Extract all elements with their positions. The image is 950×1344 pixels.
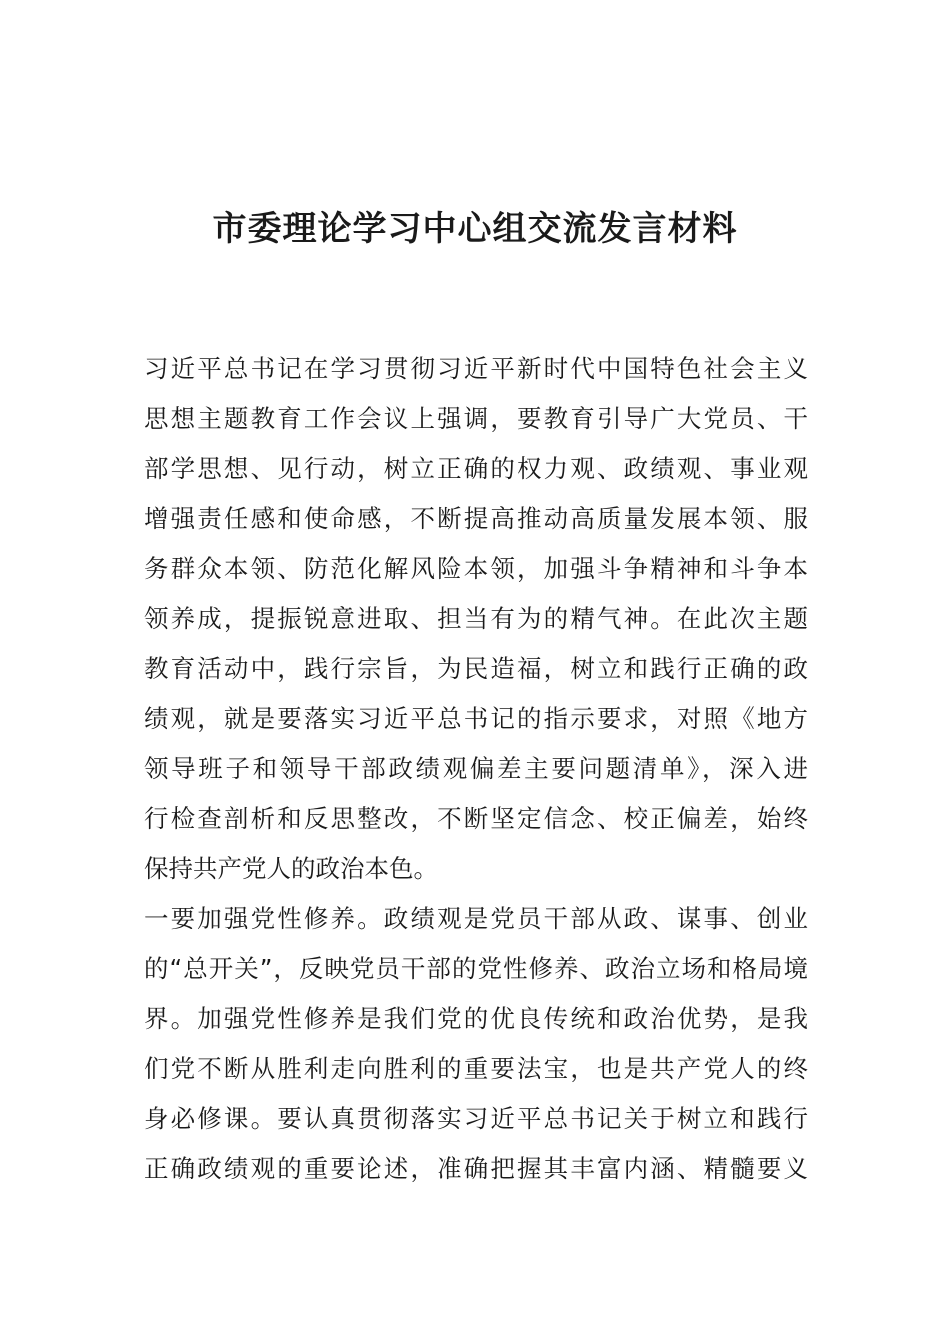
body-line: 们党不断从胜利走向胜利的重要法宝，也是共产党人的终 xyxy=(144,1054,808,1083)
document-title: 市委理论学习中心组交流发言材料 xyxy=(212,209,738,249)
body-line: 身必修课。要认真贯彻落实习近平总书记关于树立和践行 xyxy=(144,1104,808,1133)
body-line: 领养成，提振锐意进取、担当有为的精气神。在此次主题 xyxy=(144,604,808,633)
body-line: 绩观，就是要落实习近平总书记的指示要求，对照《地方 xyxy=(144,704,808,733)
body-line: 的“总开关”，反映党员干部的党性修养、政治立场和格局境 xyxy=(144,954,808,983)
body-line: 界。加强党性修养是我们党的优良传统和政治优势，是我 xyxy=(144,1004,808,1033)
document-body xyxy=(144,344,808,1194)
body-line: 行检查剖析和反思整改，不断坚定信念、校正偏差，始终 xyxy=(144,804,808,833)
body-line: 保持共产党人的政治本色。 xyxy=(144,854,438,883)
body-line: 思想主题教育工作会议上强调，要教育引导广大党员、干 xyxy=(144,404,808,433)
body-line: 增强责任感和使命感，不断提高推动高质量发展本领、服 xyxy=(144,504,808,533)
body-line: 教育活动中，践行宗旨，为民造福，树立和践行正确的政 xyxy=(144,654,808,683)
body-line: 习近平总书记在学习贯彻习近平新时代中国特色社会主义 xyxy=(144,354,808,383)
body-line: 务群众本领、防范化解风险本领，加强斗争精神和斗争本 xyxy=(144,554,808,583)
body-line: 领导班子和领导干部政绩观偏差主要问题清单》，深入进 xyxy=(144,754,808,783)
body-line: 部学思想、见行动，树立正确的权力观、政绩观、事业观 xyxy=(144,454,808,483)
body-line: 正确政绩观的重要论述，准确把握其丰富内涵、精髓要义 xyxy=(144,1154,808,1183)
body-line: 一要加强党性修养。政绩观是党员干部从政、谋事、创业 xyxy=(144,904,808,933)
